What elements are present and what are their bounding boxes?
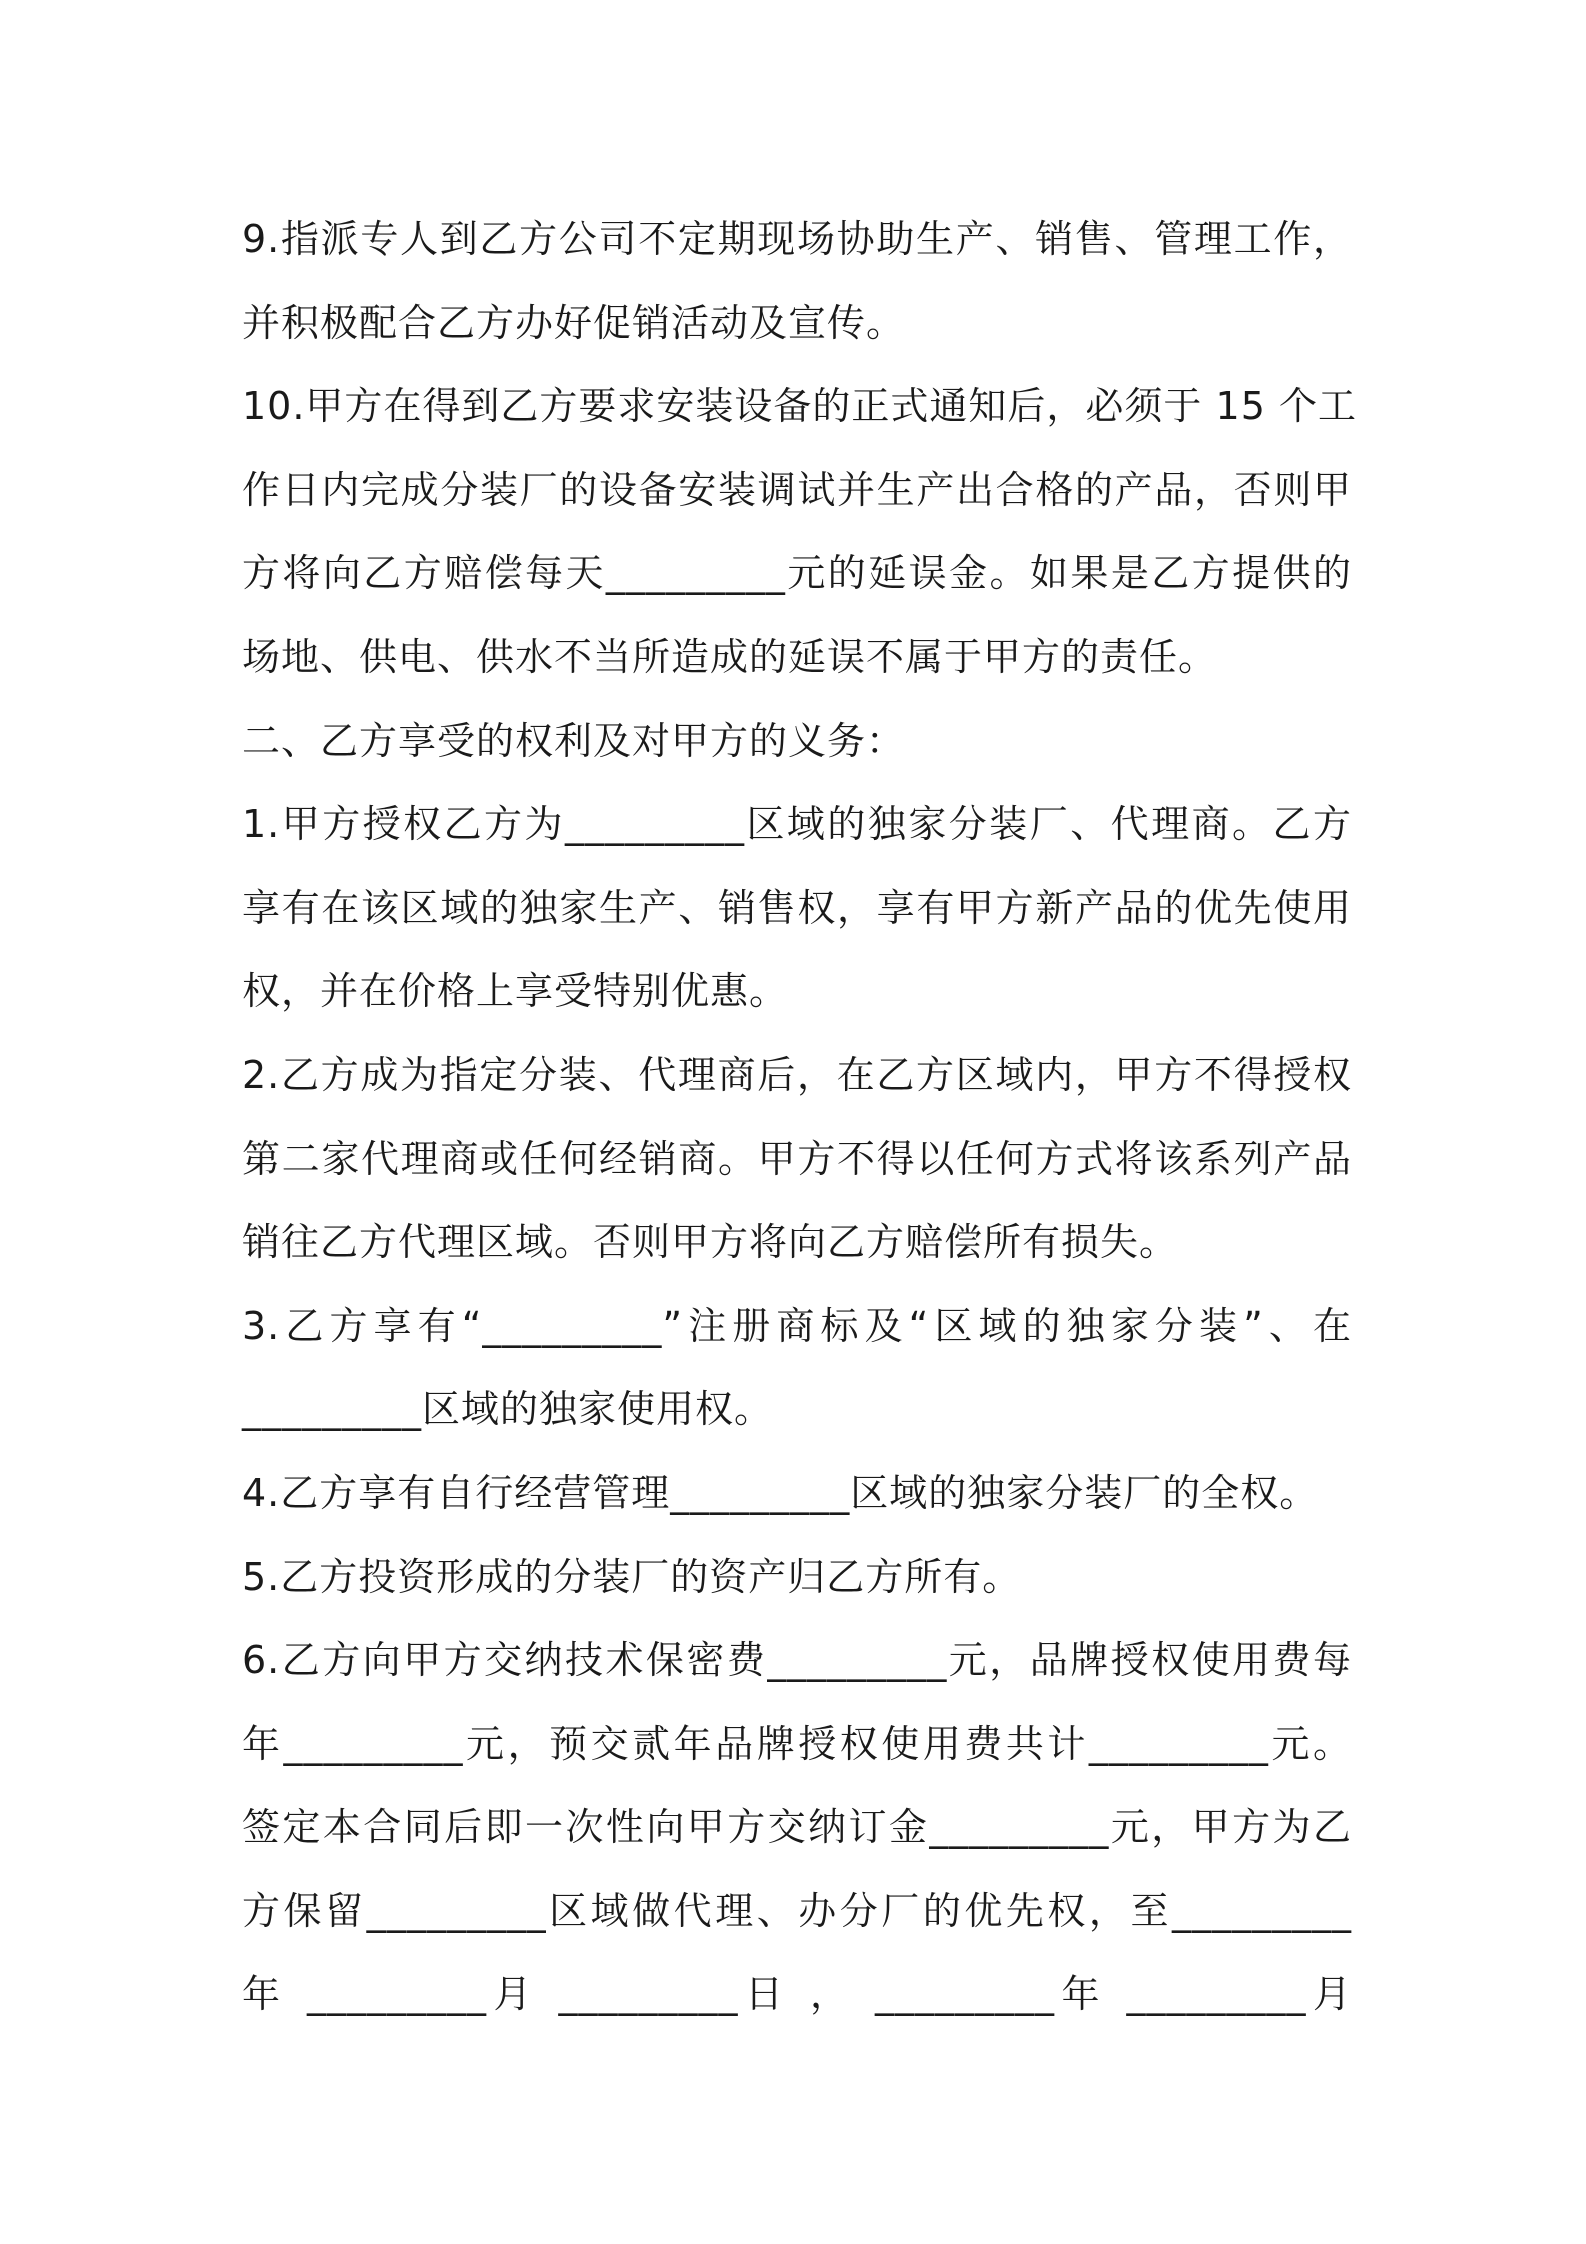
- text-line: 签定本合同后即一次性向甲方交纳订金_________元，甲方为乙: [242, 1805, 1352, 1850]
- text-line: 10.甲方在得到乙方要求安装设备的正式通知后，必须于 15 个工: [242, 384, 1357, 429]
- text-line: 作日内完成分装厂的设备安装调试并生产出合格的产品，否则甲: [242, 467, 1352, 512]
- text-line: 2.乙方成为指定分装、代理商后，在乙方区域内，甲方不得授权: [242, 1052, 1352, 1097]
- text-line: 享有在该区域的独家生产、销售权，享有甲方新产品的优先使用: [242, 885, 1352, 930]
- text-line: 销往乙方代理区域。否则甲方将向乙方赔偿所有损失。: [242, 1220, 1179, 1265]
- text-line: 并积极配合乙方办好促销活动及宣传。: [242, 300, 906, 345]
- text-line: 方保留_________区域做代理、办分厂的优先权，至_________: [242, 1888, 1352, 1933]
- text-line: 年 _________月 _________日 ， _________年 _________月: [242, 1972, 1352, 2017]
- text-line: 1.甲方授权乙方为_________区域的独家分装厂、代理商。乙方: [242, 802, 1352, 847]
- text-line: 第二家代理商或任何经销商。甲方不得以任何方式将该系列产品: [242, 1136, 1352, 1181]
- text-line: 6.乙方向甲方交纳技术保密费_________元，品牌授权使用费每: [242, 1638, 1352, 1683]
- contract-text: [242, 198, 1357, 2037]
- text-line: 方将向乙方赔偿每天_________元的延误金。如果是乙方提供的: [242, 551, 1352, 596]
- text-line: 二、乙方享受的权利及对甲方的义务：: [242, 718, 906, 763]
- text-line: 5.乙方投资形成的分装厂的资产归乙方所有。: [242, 1554, 1022, 1599]
- text-line: 年_________元，预交贰年品牌授权使用费共计_________元。: [242, 1721, 1352, 1766]
- text-line: 9.指派专人到乙方公司不定期现场协助生产、销售、管理工作，: [242, 217, 1352, 261]
- text-line: 权，并在价格上享受特别优惠。: [242, 969, 789, 1014]
- text-line: 3.乙方享有“_________”注册商标及“区域的独家分装”、在: [242, 1303, 1352, 1348]
- text-line: 4.乙方享有自行经营管理_________区域的独家分装厂的全权。: [242, 1470, 1319, 1515]
- text-line: 场地、供电、供水不当所造成的延误不属于甲方的责任。: [242, 634, 1218, 679]
- text-line: _________区域的独家使用权。: [242, 1387, 774, 1432]
